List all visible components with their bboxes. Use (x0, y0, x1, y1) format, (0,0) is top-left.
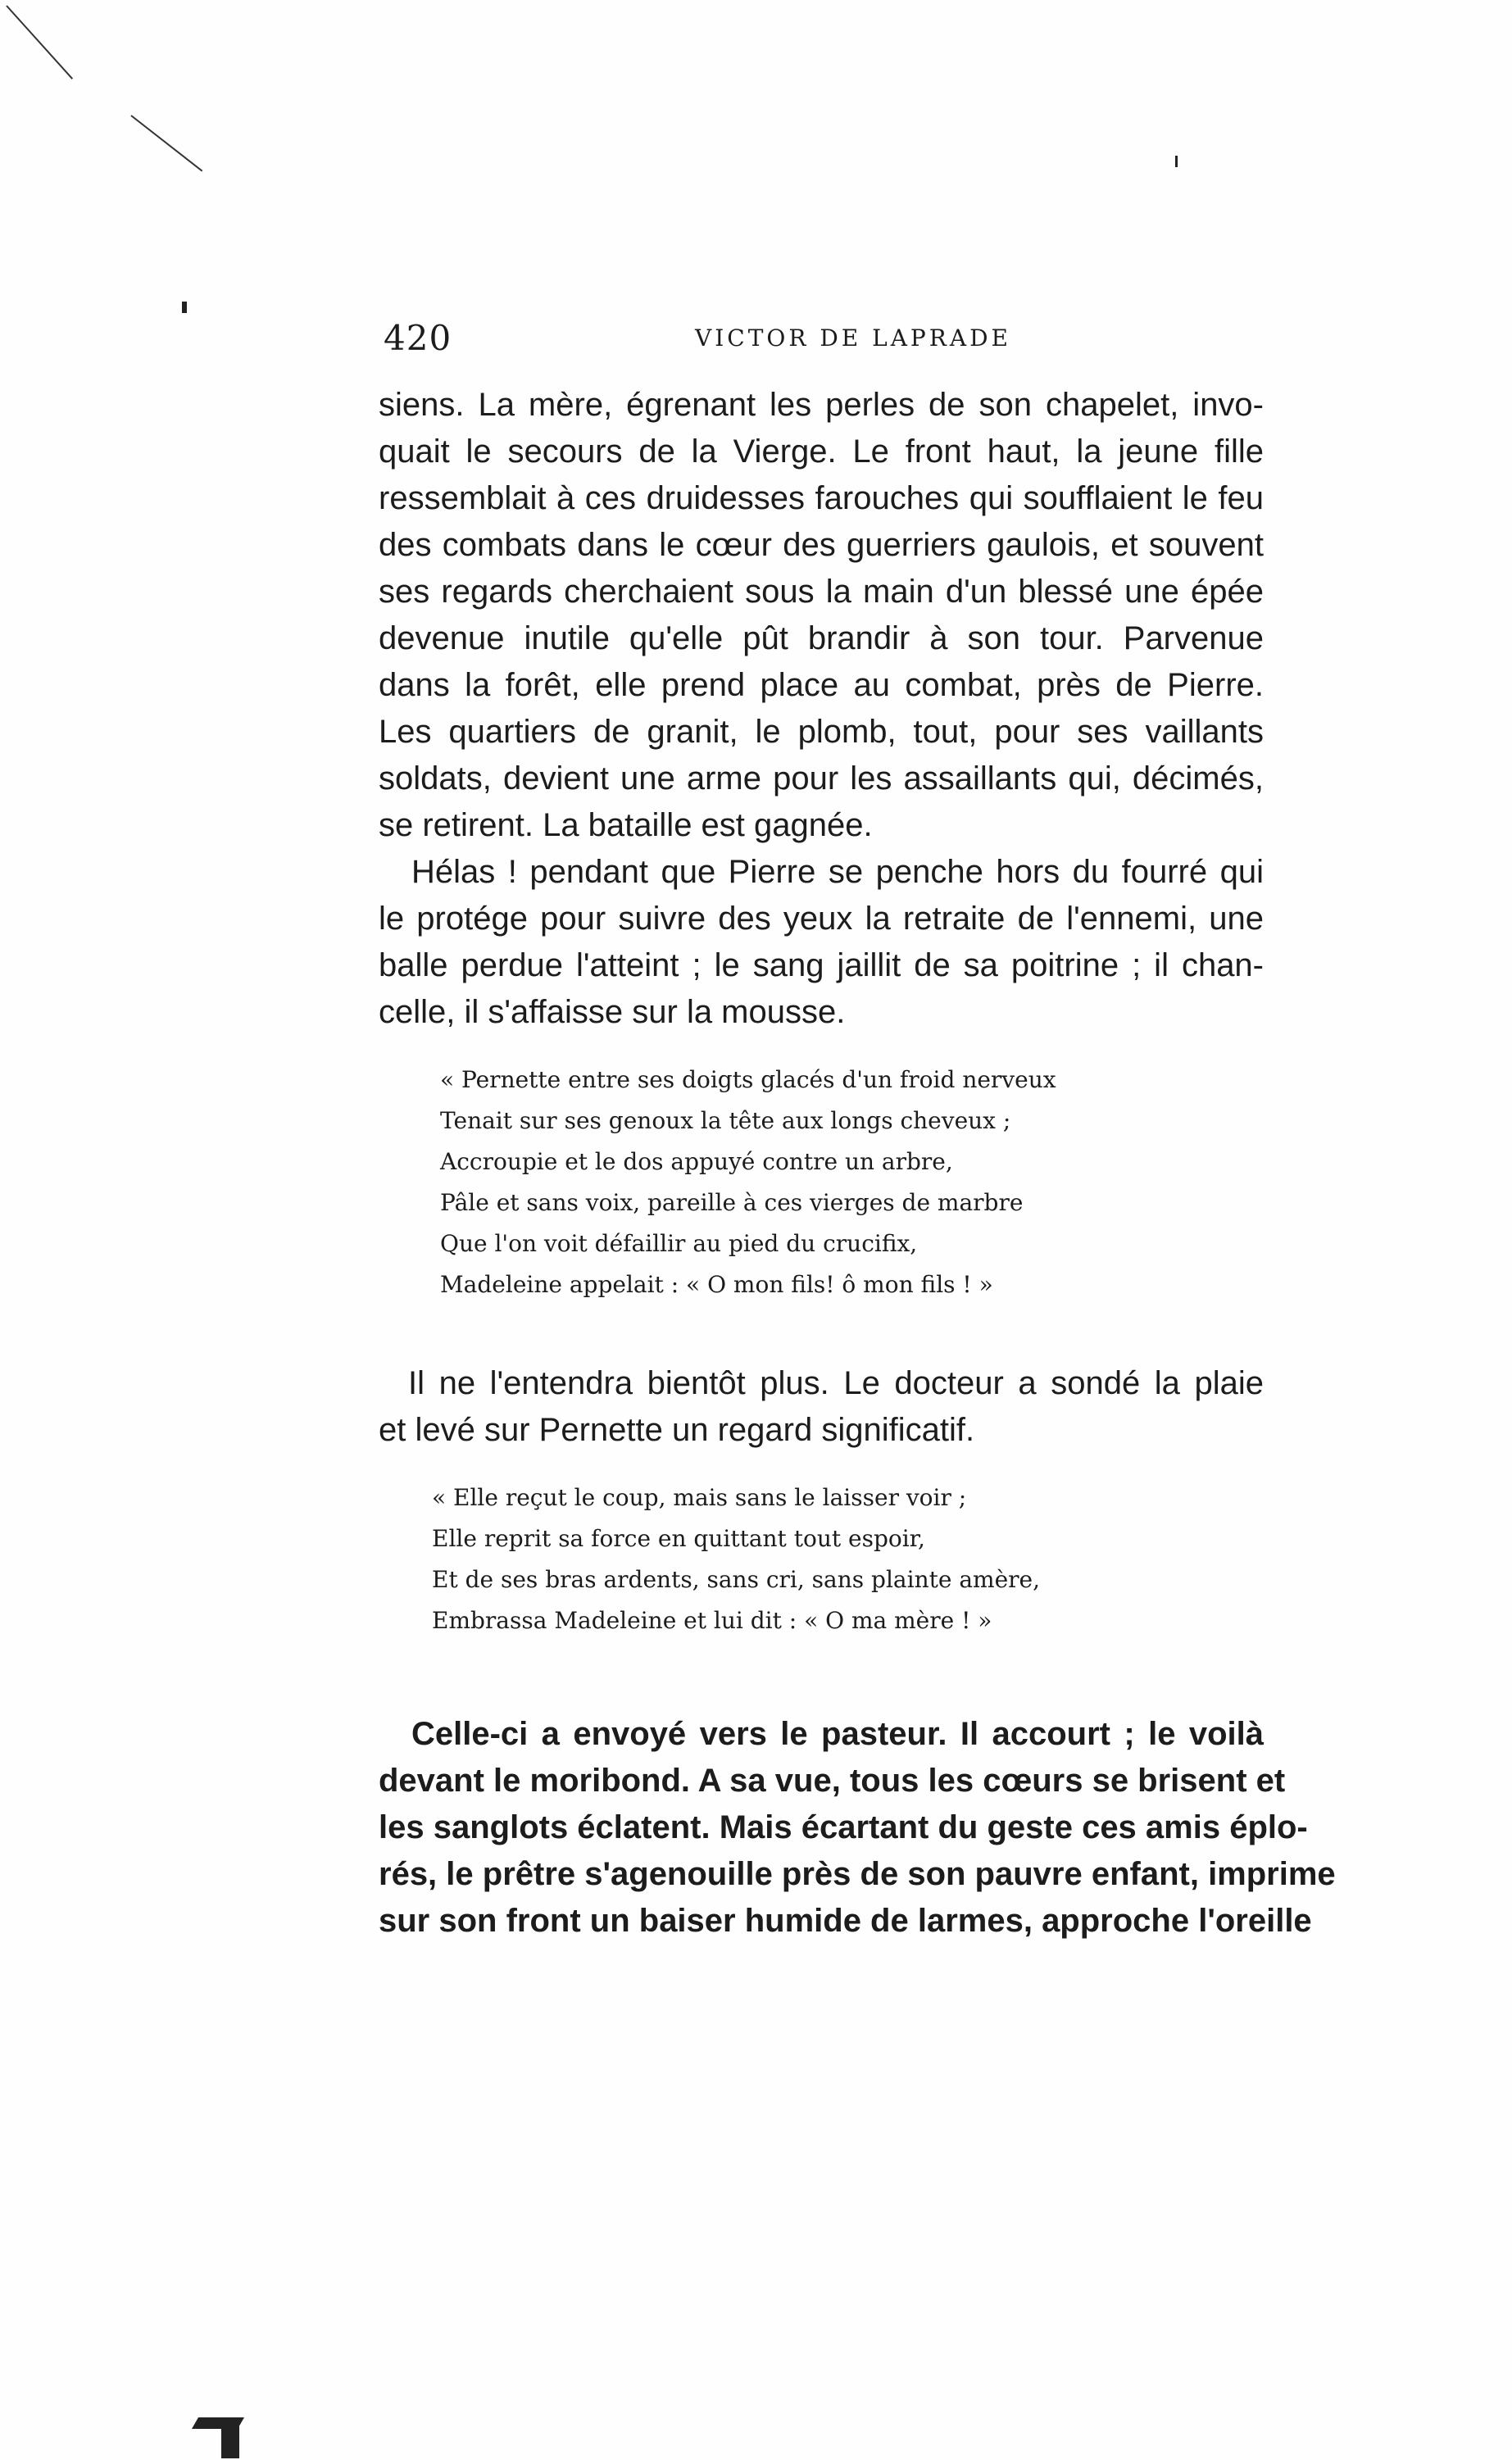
page-header (384, 318, 1256, 367)
verse-line: « Pernette entre ses doigts glacés d'un froid nerveux (440, 1066, 1056, 1093)
verse-quote-2 (432, 1477, 1040, 1641)
page-number: 420 (384, 318, 452, 358)
text-line: le protége pour suivre des yeux la retraite de l'ennemi, une (379, 901, 1264, 937)
verse-line: Accroupie et le dos appuyé contre un arbre, (440, 1148, 953, 1175)
verse-line: Pâle et sans voix, pareille à ces vierges de marbre (440, 1189, 1024, 1216)
verse-line: Embrassa Madeleine et lui dit : « O ma mère ! » (432, 1607, 992, 1634)
verse-line: « Elle reçut le coup, mais sans le laisser voir ; (432, 1484, 967, 1511)
verse-line: Tenait sur ses genoux la tête aux longs cheveux ; (440, 1107, 1011, 1134)
verse-line: Et de ses bras ardents, sans cri, sans plainte amère, (432, 1566, 1040, 1593)
text-line: soldats, devient une arme pour les assaillants qui, décimés, (379, 760, 1264, 797)
text-line: sur son front un baiser humide de larmes, approche l'oreille (379, 1903, 1312, 1939)
scan-artifact-mark (221, 2426, 239, 2458)
text-line: Celle-ci a envoyé vers le pasteur. Il accourt ; le voilà (411, 1716, 1264, 1752)
text-line: devant le moribond. A sa vue, tous les cœurs se brisent et (379, 1763, 1286, 1799)
verse-line: Que l'on voit défaillir au pied du crucifix, (440, 1230, 918, 1257)
text-line: ses regards cherchaient sous la main d'un blessé une épée (379, 574, 1264, 610)
paragraph-1 (379, 382, 1264, 849)
verse-line: Elle reprit sa force en quittant tout espoir, (432, 1525, 925, 1552)
scan-artifact-mark (182, 302, 187, 313)
text-line: les sanglots éclatent. Mais écartant du geste ces amis éplo- (379, 1809, 1308, 1845)
running-title: VICTOR DE LAPRADE (695, 325, 1011, 352)
text-line: ressemblait à ces druidesses farouches qui soufflaient le feu (379, 480, 1264, 516)
text-line: et levé sur Pernette un regard significatif. (379, 1412, 975, 1448)
text-line: rés, le prêtre s'agenouille près de son pauvre enfant, imprime (379, 1856, 1336, 1892)
paragraph-3 (379, 1360, 1264, 1454)
text-line: balle perdue l'atteint ; le sang jaillit de sa poitrine ; il chan- (379, 947, 1264, 983)
verse-quote-1 (440, 1060, 1056, 1305)
paragraph-4 (379, 1711, 1336, 1945)
text-line: Les quartiers de granit, le plomb, tout, pour ses vaillants (379, 714, 1264, 750)
text-line: Hélas ! pendant que Pierre se penche hors du fourré qui (411, 854, 1264, 890)
text-line: celle, il s'affaisse sur la mousse. (379, 994, 846, 1030)
verse-line: Madeleine appelait : « O mon fils! ô mon fils ! » (440, 1271, 993, 1298)
text-line: se retirent. La bataille est gagnée. (379, 807, 873, 843)
text-line: siens. La mère, égrenant les perles de son chapelet, invo- (379, 387, 1264, 423)
scan-artifact-mark (1175, 156, 1178, 167)
paragraph-2 (379, 849, 1264, 1036)
text-line: Il ne l'entendra bientôt plus. Le docteur a sondé la plaie (408, 1365, 1264, 1401)
text-line: des combats dans le cœur des guerriers gaulois, et souvent (379, 527, 1264, 563)
text-line: dans la forêt, elle prend place au combat, près de Pierre. (379, 667, 1264, 703)
scan-artifact-line (6, 5, 73, 79)
text-line: devenue inutile qu'elle pût brandir à son tour. Parvenue (379, 620, 1264, 656)
scan-artifact-line (130, 115, 202, 171)
text-line: quait le secours de la Vierge. Le front haut, la jeune fille (379, 433, 1264, 470)
